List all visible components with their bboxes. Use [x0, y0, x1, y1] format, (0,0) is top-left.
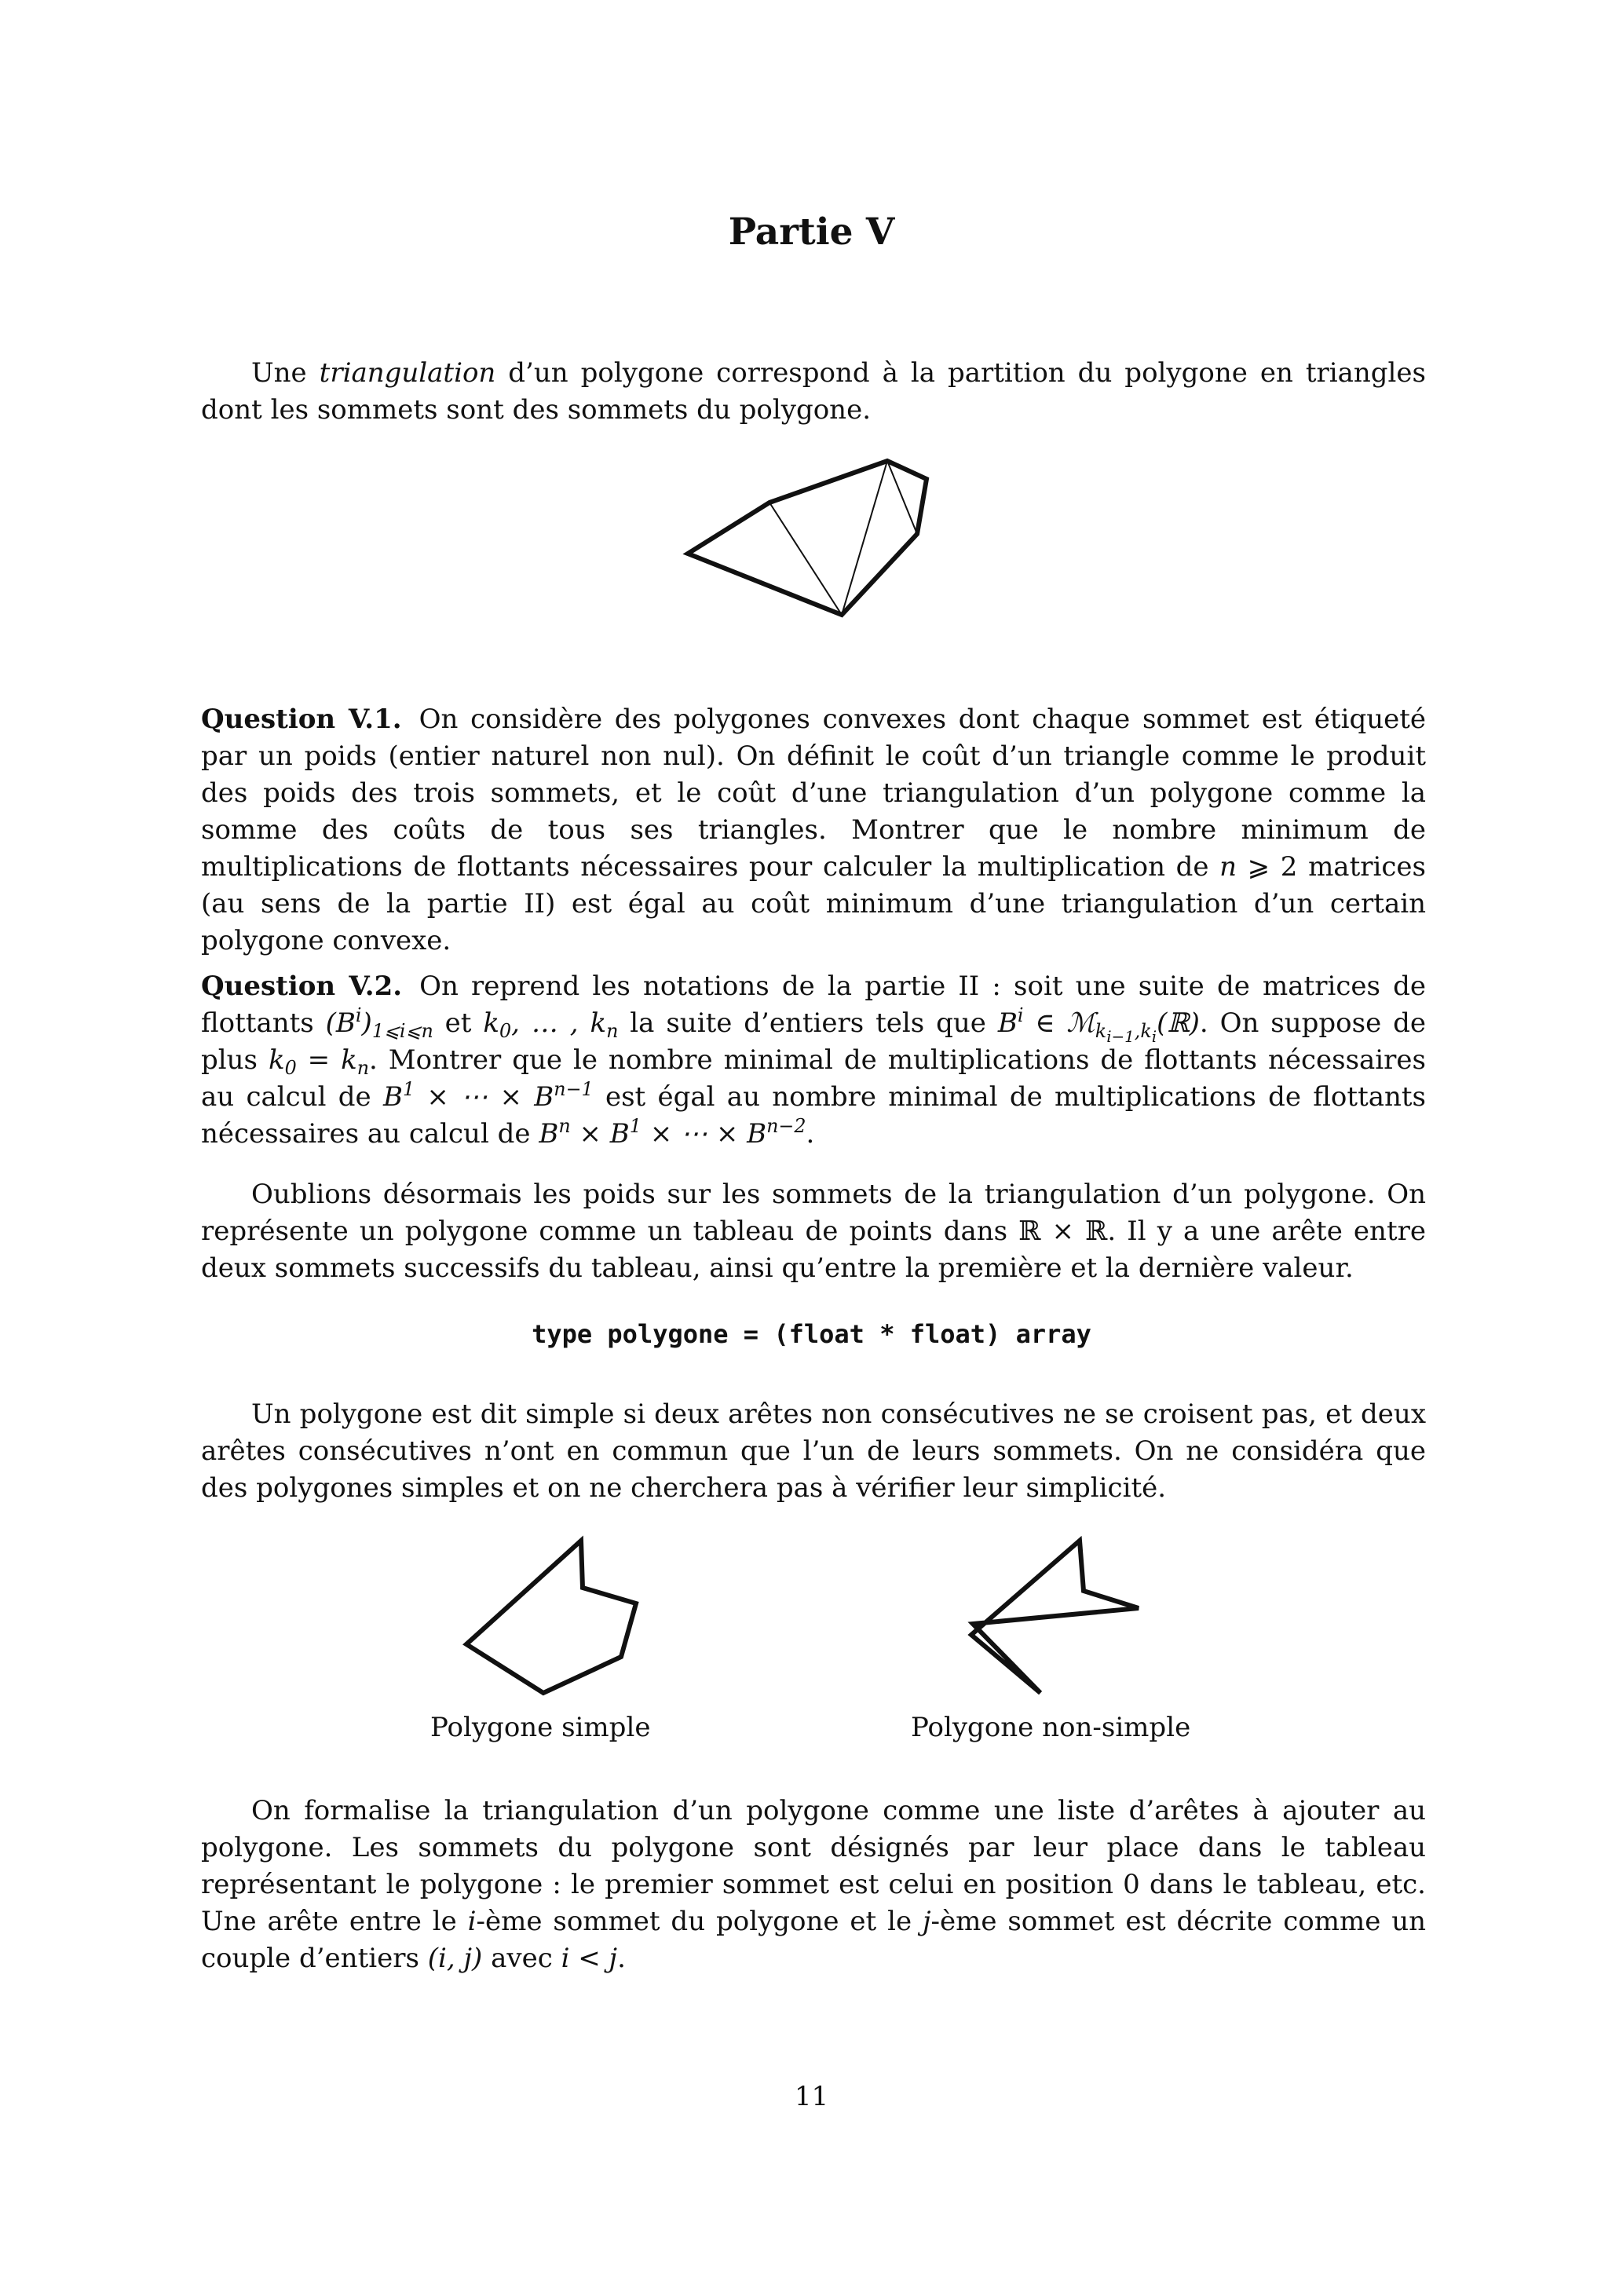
- non-simple-polygon-outline: [971, 1541, 1139, 1693]
- type-definition-code: type polygone = (float * float) array: [532, 1319, 1091, 1349]
- question-v2: Question V.2. On reprend les notations de la partie II : soit une suite de matrices de flottants $(B^i)_{1⩽i⩽n}$ et $k_0$, … , $k_n$ la suite d’entiers tels que $B^i$ ∈ ℳ$_{k_{i-1},k_i}$(ℝ). On suppose de plus $k_0 = k_n$. Montrer que le nombre minimal de multiplications de flottants nécessaires au calcul de $B^1$ × ⋯ × $B^{n-1}$ est égal au nombre minimal de multiplications de flottants nécessaires au calcul de $B^n \times B^1$ × ⋯ × $B^{n-2}$.: [201, 971, 1427, 1150]
- triangulation-figure: [675, 452, 942, 624]
- term-triangulation: triangulation: [319, 357, 496, 389]
- caption-non-simple: Polygone non-simple: [911, 1712, 1191, 1743]
- section-title: Partie V: [728, 210, 895, 254]
- representation-paragraph: Oublions désormais les poids sur les sommets de la triangulation d’un polygone. On représente un polygone comme un tableau de points dans ℝ × ℝ. Il y a une arête entre deux sommets successifs du tableau, ainsi qu’entre la première et la dernière valeur.: [201, 1179, 1426, 1284]
- non-simple-polygon-figure: [962, 1531, 1166, 1712]
- question-v1: Question V.1. On considère des polygones convexes dont chaque sommet est étiqueté par un poids (entier naturel non nul). On définit le coût d’un triangle comme le produit des poids des trois sommets, et le coût d’une triangulation d’un polygone comme la somme des coûts de tous ses triangles. Montrer que le nombre minimum de multiplications de flottants nécessaires pour calculer la multiplication de n ⩾ 2 matrices (au sens de la partie II) est égal au coût minimum d’une triangulation d’un certain polygone convexe.: [201, 704, 1427, 956]
- triangulation-format-paragraph: On formalise la triangulation d’un polygone comme une liste d’arêtes à ajouter au polygone. Les sommets du polygone sont désignés par leur place dans le tableau représentant le polygone : le premier sommet est celui en position 0 dans le tableau, etc. Une arête entre le i-ème sommet du polygone et le j-ème sommet est décrite comme un couple d’entiers (i, j) avec i < j.: [201, 1795, 1427, 1974]
- caption-simple: Polygone simple: [430, 1712, 651, 1743]
- intro-paragraph: Une triangulation d’un polygone correspond à la partition du polygone en triangles dont les sommets sont des sommets du polygone.: [201, 357, 1427, 426]
- simple-polygon-paragraph: Un polygone est dit simple si deux arêtes non consécutives ne se croisent pas, et deux arêtes consécutives n’ont en commun que l’un de leurs sommets. On ne considéra que des polygones simples et on ne cherchera pas à vérifier leur simplicité.: [201, 1398, 1426, 1504]
- simple-polygon-figure: [455, 1531, 660, 1712]
- triangulated-polygon-outline: [688, 461, 927, 615]
- page-number: 11: [794, 2081, 829, 2112]
- simple-polygon-outline: [466, 1541, 636, 1693]
- question-label: Question V.2.: [201, 971, 403, 1002]
- question-label: Question V.1.: [201, 704, 402, 735]
